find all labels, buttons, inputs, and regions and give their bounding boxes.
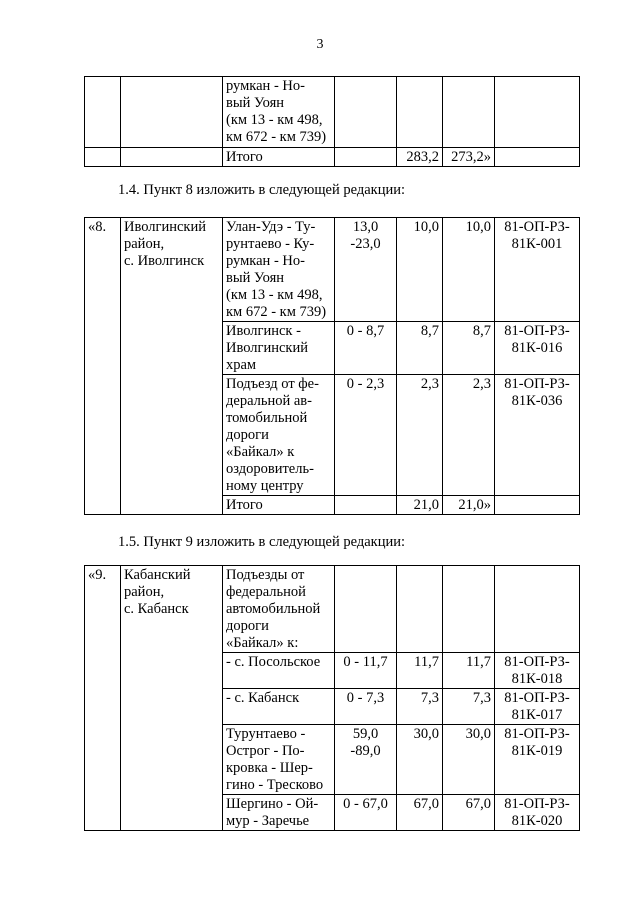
km-cell: 0 - 67,0 <box>335 795 397 831</box>
km-cell: 0 - 2,3 <box>335 375 397 496</box>
table-row <box>85 566 580 653</box>
total-value-a: 283,2 <box>397 148 443 167</box>
length-a-cell: 30,0 <box>397 725 443 795</box>
route-cell: Подъезд от фе- деральной ав- томобильной дороги «Байкал» к оздоровитель- ному центру <box>223 375 335 496</box>
length-a-cell: 8,7 <box>397 322 443 375</box>
length-a-cell: 7,3 <box>397 689 443 725</box>
code-cell: 81-ОП-РЗ- 81К-018 <box>495 653 580 689</box>
length-a-cell: 10,0 <box>397 218 443 322</box>
km-cell: 59,0 -89,0 <box>335 725 397 795</box>
district-cell: Иволгинский район, с. Иволгинск <box>121 218 223 515</box>
route-cell: Шергино - Ой- мур - Заречье <box>223 795 335 831</box>
table-item-9 <box>84 565 580 831</box>
code-cell: 81-ОП-РЗ- 81К-016 <box>495 322 580 375</box>
code-cell: 81-ОП-РЗ- 81К-020 <box>495 795 580 831</box>
km-cell: 0 - 11,7 <box>335 653 397 689</box>
page-number: 3 <box>316 37 324 52</box>
table-row <box>85 218 580 322</box>
route-cell: румкан - Но- вый Уоян (км 13 - км 498, км 672 - км 739) <box>223 77 335 148</box>
table-row <box>85 77 580 148</box>
code-cell: 81-ОП-РЗ- 81К-001 <box>495 218 580 322</box>
total-value-a: 21,0 <box>397 496 443 515</box>
paragraph-1-4: 1.4. Пункт 8 изложить в следующей редакции: <box>118 182 406 198</box>
item-number: «9. <box>85 566 121 831</box>
length-a-cell: 67,0 <box>397 795 443 831</box>
code-cell: 81-ОП-РЗ- 81К-017 <box>495 689 580 725</box>
route-cell: - с. Посольское <box>223 653 335 689</box>
route-cell: Турунтаево - Острог - По- кровка - Шер- гино - Тресково <box>223 725 335 795</box>
paragraph-1-5: 1.5. Пункт 9 изложить в следующей редакции: <box>118 534 406 550</box>
length-b-cell: 30,0 <box>443 725 495 795</box>
total-label: Итого <box>223 496 335 515</box>
item-number: «8. <box>85 218 121 515</box>
table-item-8 <box>84 217 580 515</box>
table-total-row <box>85 148 580 167</box>
length-b-cell: 67,0 <box>443 795 495 831</box>
total-value-b: 273,2» <box>443 148 495 167</box>
code-cell: 81-ОП-РЗ- 81К-019 <box>495 725 580 795</box>
route-cell: Улан-Удэ - Ту- рунтаево - Ку- румкан - Но- вый Уоян (км 13 - км 498, км 672 - км 739) <box>223 218 335 322</box>
length-a-cell: 11,7 <box>397 653 443 689</box>
length-b-cell: 10,0 <box>443 218 495 322</box>
km-cell: 0 - 7,3 <box>335 689 397 725</box>
length-b-cell: 11,7 <box>443 653 495 689</box>
route-header-cell: Подъезды от федеральной автомобильной дороги «Байкал» к: <box>223 566 335 653</box>
table-continuation <box>84 76 580 167</box>
code-cell: 81-ОП-РЗ- 81К-036 <box>495 375 580 496</box>
length-b-cell: 7,3 <box>443 689 495 725</box>
km-cell: 13,0 -23,0 <box>335 218 397 322</box>
route-cell: - с. Кабанск <box>223 689 335 725</box>
km-cell: 0 - 8,7 <box>335 322 397 375</box>
total-value-b: 21,0» <box>443 496 495 515</box>
district-cell: Кабанский район, с. Кабанск <box>121 566 223 831</box>
total-label: Итого <box>223 148 335 167</box>
route-cell: Иволгинск - Иволгинский храм <box>223 322 335 375</box>
length-b-cell: 8,7 <box>443 322 495 375</box>
length-a-cell: 2,3 <box>397 375 443 496</box>
length-b-cell: 2,3 <box>443 375 495 496</box>
